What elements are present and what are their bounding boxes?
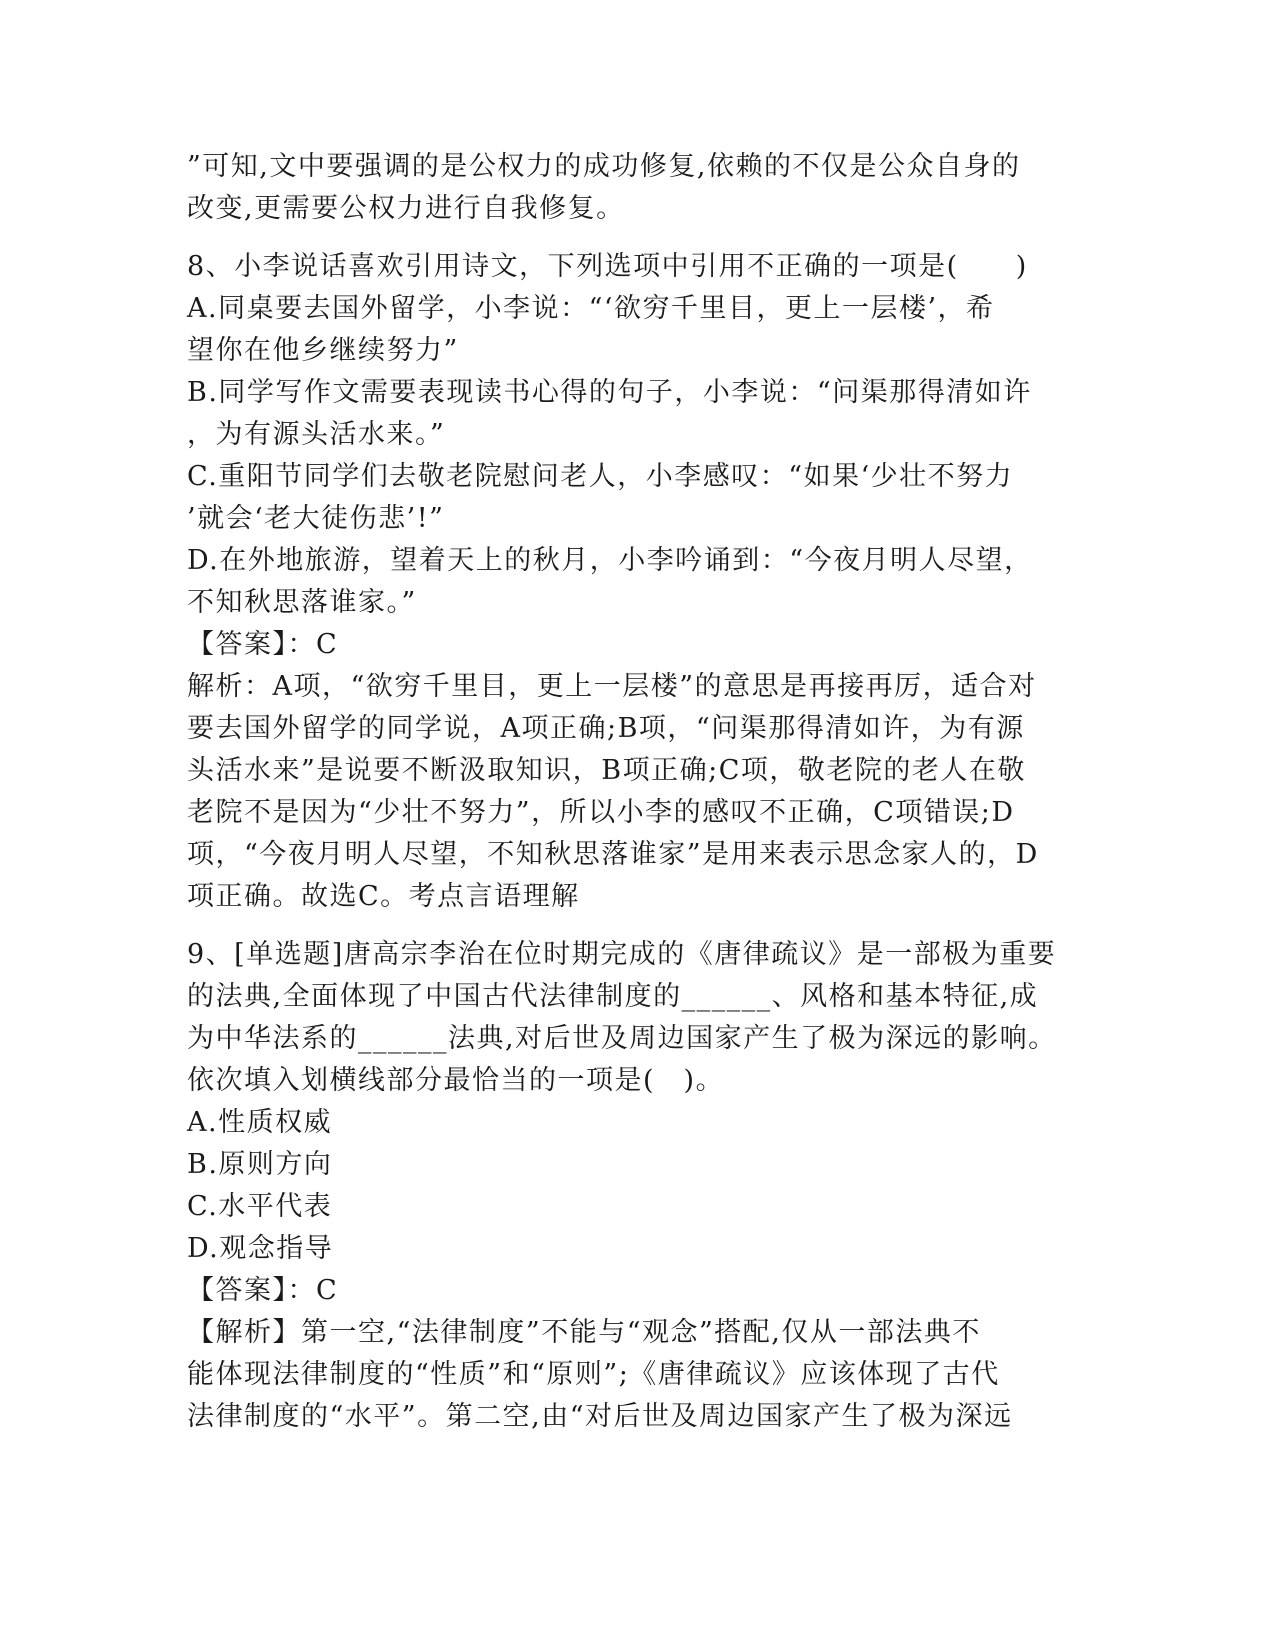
option-c: C.重阳节同学们去敬老院慰问老人，小李感叹：“如果‘少壮不努力 ’就会‘老大徒伤悲’!” xyxy=(187,461,1014,534)
question-stem: 8、小李说话喜欢引用诗文，下列选项中引用不正确的一项是( ) xyxy=(187,251,1028,282)
document-page xyxy=(187,146,1087,1438)
intro-paragraph xyxy=(187,146,1087,230)
text-line: 改变,更需要公权力进行自我修复。 xyxy=(187,193,625,224)
answer: 【答案】：C xyxy=(187,629,339,660)
option-c: C.水平代表 xyxy=(187,1191,333,1222)
analysis: 解析：A项，“欲穷千里目，更上一层楼”的意思是再接再厉，适合对 要去国外留学的同学说，A项正确;B项，“问渠那得清如许，为有源 头活水来”是说要不断汲取知识，B项正确;C项，敬老院的老人在敬 老院不是因为“少壮不努力”，所以小李的感叹不正确，C项错误;D 项，“今夜月明人尽望，不知秋思落谁家”是用来表示思念家人的，D 项正确。故选C。考点言语理解 xyxy=(187,671,1039,912)
option-b: B.原则方向 xyxy=(187,1149,333,1180)
question-8 xyxy=(187,246,1087,918)
option-a: A.同桌要去国外留学，小李说：“‘欲穷千里目，更上一层楼’，希 望你在他乡继续努力” xyxy=(187,293,995,366)
option-a: A.性质权威 xyxy=(187,1107,333,1138)
option-d: D.在外地旅游，望着天上的秋月，小李吟诵到：“今夜月明人尽望， 不知秋思落谁家。” xyxy=(187,545,1033,618)
analysis: 【解析】第一空,“法律制度”不能与“观念”搭配,仅从一部法典不 能体现法律制度的“性质”和“原则”;《唐律疏议》应该体现了古代 法律制度的“水平”。第二空,由“对后世及周边国家产生了极为深远 xyxy=(187,1317,1013,1432)
question-stem: 9、[单选题]唐高宗李治在位时期完成的《唐律疏议》是一部极为重要 的法典,全面体现了中国古代法律制度的______、风格和基本特征,成 为中华法系的______法典,对后世及周边国家产生了极为深远的影响。 依次填入划横线部分最恰当的一项是( )。 xyxy=(187,939,1057,1096)
option-b: B.同学写作文需要表现读书心得的句子，小李说：“问渠那得清如许 ，为有源头活水来。” xyxy=(187,377,1032,450)
text-line: ”可知,文中要强调的是公权力的成功修复,依赖的不仅是公众自身的 xyxy=(187,151,1021,182)
answer: 【答案】：C xyxy=(187,1275,339,1306)
question-9 xyxy=(187,934,1087,1438)
option-d: D.观念指导 xyxy=(187,1233,334,1264)
